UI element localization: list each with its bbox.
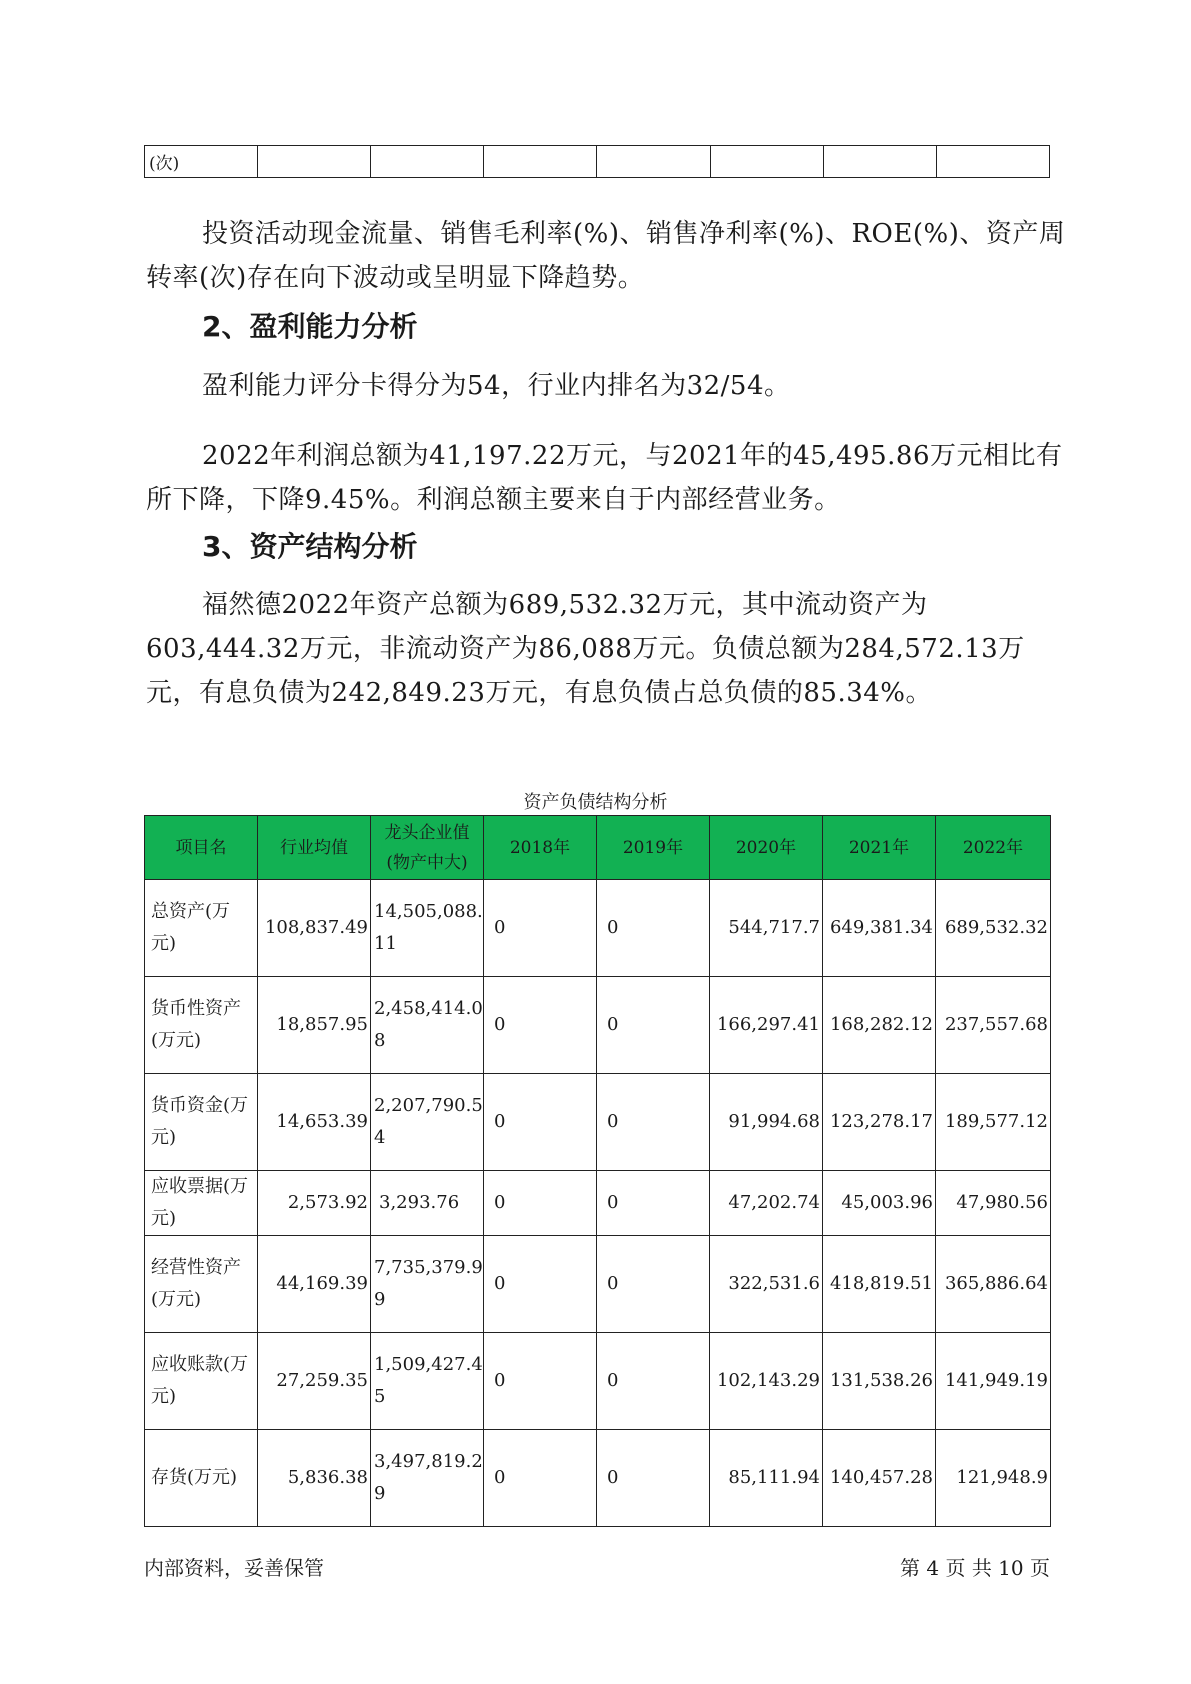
balance-structure-table (144, 815, 1051, 1527)
cell-2019: 0 (597, 880, 710, 977)
header-item-name: 项目名 (145, 816, 258, 880)
table-header-row (145, 816, 1051, 880)
paragraph-assets: 福然德2022年资产总额为689,532.32万元，其中流动资产为603,444.32万元，非流动资产为86,088万元。负债总额为284,572.13万元，有息负债为242,849.23万元，有息负债占总负债的85.34%。 (146, 590, 1025, 708)
table-row (145, 146, 1050, 178)
cell-2018: 0 (484, 1236, 597, 1333)
footer-confidential-note: 内部资料，妥善保管 (144, 1556, 324, 1580)
row-label: 应收账款(万元) (145, 1333, 258, 1430)
cell-2022: 141,949.19 (936, 1333, 1051, 1430)
header-industry-avg: 行业均值 (258, 816, 371, 880)
paragraph-score: 盈利能力评分卡得分为54，行业内排名为32/54。 (202, 371, 791, 401)
table-cell (936, 146, 1049, 178)
table-cell (258, 146, 371, 178)
header-2021: 2021年 (823, 816, 936, 880)
header-leader-value: 龙头企业值(物产中大) (371, 816, 484, 880)
paragraph-profit: 2022年利润总额为41,197.22万元，与2021年的45,495.86万元相比有所下降，下降9.45%。利润总额主要来自于内部经营业务。 (146, 441, 1063, 515)
table-row (145, 1171, 1051, 1236)
table-row (145, 1074, 1051, 1171)
cell-2018: 0 (484, 1171, 597, 1236)
section-heading-asset-structure: 3、资产结构分析 (202, 530, 418, 563)
cell-2018: 0 (484, 1333, 597, 1430)
cell-2020: 47,202.74 (710, 1171, 823, 1236)
header-2020: 2020年 (710, 816, 823, 880)
row-label: 经营性资产(万元) (145, 1236, 258, 1333)
cell-leader-value: 7,735,379.99 (371, 1236, 484, 1333)
cell-2020: 166,297.41 (710, 977, 823, 1074)
cell-2021: 123,278.17 (823, 1074, 936, 1171)
cell-2018: 0 (484, 1074, 597, 1171)
footer-page-number: 第 4 页 共 10 页 (900, 1556, 1050, 1580)
cell-2019: 0 (597, 977, 710, 1074)
table-cell (484, 146, 597, 178)
table-cell: (次) (145, 146, 258, 178)
cell-industry-avg: 18,857.95 (258, 977, 371, 1074)
table-cell (710, 146, 823, 178)
cell-2020: 85,111.94 (710, 1430, 823, 1527)
cell-industry-avg: 14,653.39 (258, 1074, 371, 1171)
cell-leader-value: 2,458,414.08 (371, 977, 484, 1074)
cell-2020: 322,531.6 (710, 1236, 823, 1333)
cell-2020: 91,994.68 (710, 1074, 823, 1171)
row-label: 货币性资产(万元) (145, 977, 258, 1074)
cell-2019: 0 (597, 1171, 710, 1236)
cell-2019: 0 (597, 1074, 710, 1171)
cell-2022: 689,532.32 (936, 880, 1051, 977)
cell-2019: 0 (597, 1333, 710, 1430)
cell-industry-avg: 5,836.38 (258, 1430, 371, 1527)
cell-industry-avg: 108,837.49 (258, 880, 371, 977)
paragraph-trend: 投资活动现金流量、销售毛利率(%)、销售净利率(%)、ROE(%)、资产周转率(次)存在向下波动或呈明显下降趋势。 (146, 219, 1066, 293)
table-caption: 资产负债结构分析 (523, 792, 668, 813)
section-heading-profitability: 2、盈利能力分析 (202, 310, 418, 343)
cell-2022: 237,557.68 (936, 977, 1051, 1074)
cell-2019: 0 (597, 1236, 710, 1333)
cell-leader-value: 3,293.76 (371, 1171, 484, 1236)
table-cell (597, 146, 710, 178)
table-row (145, 1430, 1051, 1527)
cell-industry-avg: 27,259.35 (258, 1333, 371, 1430)
cell-2021: 649,381.34 (823, 880, 936, 977)
header-2019: 2019年 (597, 816, 710, 880)
cell-2021: 168,282.12 (823, 977, 936, 1074)
table-cell (371, 146, 484, 178)
row-label: 应收票据(万元) (145, 1171, 258, 1236)
cell-2021: 418,819.51 (823, 1236, 936, 1333)
table-row (145, 1236, 1051, 1333)
row-label: 总资产(万元) (145, 880, 258, 977)
cell-2021: 140,457.28 (823, 1430, 936, 1527)
cell-2022: 121,948.9 (936, 1430, 1051, 1527)
cell-leader-value: 3,497,819.29 (371, 1430, 484, 1527)
row-label: 货币资金(万元) (145, 1074, 258, 1171)
table-row (145, 1333, 1051, 1430)
cell-2022: 365,886.64 (936, 1236, 1051, 1333)
cell-2019: 0 (597, 1430, 710, 1527)
table-row (145, 880, 1051, 977)
cell-2022: 189,577.12 (936, 1074, 1051, 1171)
table-row (145, 977, 1051, 1074)
cell-2021: 131,538.26 (823, 1333, 936, 1430)
cell-2020: 544,717.7 (710, 880, 823, 977)
cell-2018: 0 (484, 977, 597, 1074)
cell-2021: 45,003.96 (823, 1171, 936, 1236)
cell-2018: 0 (484, 880, 597, 977)
cell-leader-value: 14,505,088.11 (371, 880, 484, 977)
cell-leader-value: 2,207,790.54 (371, 1074, 484, 1171)
cell-2020: 102,143.29 (710, 1333, 823, 1430)
cell-2022: 47,980.56 (936, 1171, 1051, 1236)
row-label: 存货(万元) (145, 1430, 258, 1527)
table-cell (823, 146, 936, 178)
cell-leader-value: 1,509,427.45 (371, 1333, 484, 1430)
header-2022: 2022年 (936, 816, 1051, 880)
header-2018: 2018年 (484, 816, 597, 880)
cell-industry-avg: 2,573.92 (258, 1171, 371, 1236)
cell-industry-avg: 44,169.39 (258, 1236, 371, 1333)
cell-2018: 0 (484, 1430, 597, 1527)
previous-table-tail (144, 145, 1050, 178)
